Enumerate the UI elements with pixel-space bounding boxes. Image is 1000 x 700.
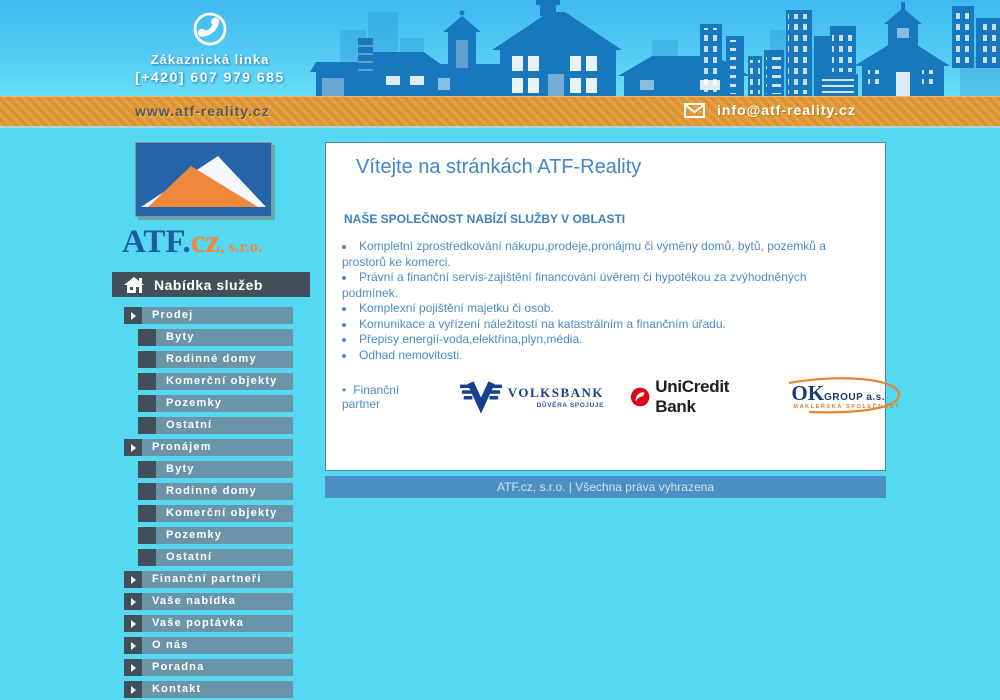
sidebar-item-vase-nabidka[interactable]: Vaše nabídka [124,593,293,610]
sidebar-item-kontakt[interactable]: Kontakt [124,681,293,698]
sidebar-item-poradna[interactable]: Poradna [124,659,293,676]
sidebar-item-pronajem-ostatni[interactable]: Ostatní [138,549,293,566]
bullet-square-icon [138,417,156,434]
bullet-square-icon [138,549,156,566]
unicredit-logo[interactable] [630,377,755,417]
sidebar-item-prodej-byty[interactable]: Byty [138,329,293,346]
services-list [342,239,862,363]
financial-partners-row [342,377,900,417]
footer-bar [325,476,886,498]
logo-graphic [135,142,272,217]
services-heading: NAŠE SPOLEČNOST NABÍZÍ SLUŽBY V OBLASTI [344,212,626,226]
bullet-square-icon [138,483,156,500]
chevron-right-icon [124,637,142,654]
bullet-square-icon [138,395,156,412]
volksbank-tagline: DŮVĚRA SPOJUJE [536,402,605,409]
menu-header-label: Nabídka služeb [154,276,263,293]
customer-line-block [110,10,310,85]
partner-label: • Finanční partner [342,383,426,411]
sidebar-item-o-nas[interactable]: O nás [124,637,293,654]
service-item: • Komplexní pojištění majetku či osob. [342,301,862,317]
service-item: • Právní a finanční servis-zajištění financování úvěrem či hypotékou za zvýhodněných podmínek. [342,270,862,301]
main-content-panel [325,142,900,471]
sidebar-item-pronajem-komercni-objekty[interactable]: Komerční objekty [138,505,293,522]
sidebar-item-prodej-pozemky[interactable]: Pozemky [138,395,293,412]
bullet-square-icon [138,373,156,390]
sidebar-item-prodej-komercni-objekty[interactable]: Komerční objekty [138,373,293,390]
sidebar-item-vase-poptavka[interactable]: Vaše poptávka [124,615,293,632]
sidebar-item-pronajem[interactable]: Pronájem [124,439,293,456]
sidebar-item-prodej[interactable]: Prodej [124,307,293,324]
okgroup-name: OKGROUP a.s. [791,381,886,405]
sidebar-item-financni-partneri[interactable]: Finanční partneři [124,571,293,588]
chevron-right-icon [124,659,142,676]
volksbank-logo[interactable] [460,380,604,414]
bullet-square-icon [138,351,156,368]
volksbank-mark-icon [460,380,502,414]
chevron-right-icon [124,439,142,456]
okgroup-logo[interactable] [781,377,900,417]
sidebar-item-pronajem-byty[interactable]: Byty [138,461,293,478]
website-link[interactable]: www.atf-reality.cz [135,103,270,119]
volksbank-name: VOLKSBANK [507,385,605,400]
phone-icon [191,10,229,48]
logo-wordmark [122,226,302,259]
sidebar-item-pronajem-pozemky[interactable]: Pozemky [138,527,293,544]
bullet-square-icon [138,527,156,544]
logo-text-sro: , s.r.o. [220,237,263,256]
volksbank-text [508,385,604,409]
sidebar-item-prodej-rodinne-domy[interactable]: Rodinné domy [138,351,293,368]
unicredit-name: UniCredit Bank [655,377,730,416]
service-item: • Komunikace a vyřízení náležitostí na katastrálním a finančním úřadu. [342,317,862,333]
chevron-right-icon [124,593,142,610]
email-address: info@atf-reality.cz [717,102,856,118]
customer-line-number: [+420] 607 979 685 [135,69,285,85]
bullet-square-icon [138,329,156,346]
bullet-square-icon [138,461,156,478]
logo-text-cz: cz [190,224,221,260]
logo-text-atf: ATF. [122,224,191,260]
unicredit-mark-icon [630,385,650,409]
contact-bar [0,96,1000,128]
bullet-square-icon [138,505,156,522]
sidebar-item-pronajem-rodinne-domy[interactable]: Rodinné domy [138,483,293,500]
house-icon [124,277,145,293]
chevron-right-icon [124,681,142,698]
chevron-right-icon [124,571,142,588]
service-item: • Odhad nemovitosti. [342,348,862,364]
sidebar-item-prodej-ostatni[interactable]: Ostatní [138,417,293,434]
chevron-right-icon [124,307,142,324]
chevron-right-icon [124,615,142,632]
page-title: Vítejte na stránkách ATF-Reality [356,156,642,178]
okgroup-tagline: MAKLÉŘSKÁ SPOLEČNOST [793,404,900,410]
header-banner [0,0,1000,96]
service-item: • Přepisy energií-voda,elektřina,plyn,média. [342,332,862,348]
sidebar-menu [112,307,293,700]
envelope-icon [684,103,705,118]
copyright-text: ATF.cz, s.r.o. | Všechna práva vyhrazena [497,480,714,494]
company-logo[interactable] [122,142,302,259]
email-link[interactable] [684,102,856,118]
customer-line-label: Zákaznická linka [150,52,270,67]
service-item: • Kompletní zprostředkování nákupu,prodeje,pronájmu či výměny domů, bytů, pozemků a prostorů ke komerci. [342,239,862,270]
menu-header [112,272,310,297]
